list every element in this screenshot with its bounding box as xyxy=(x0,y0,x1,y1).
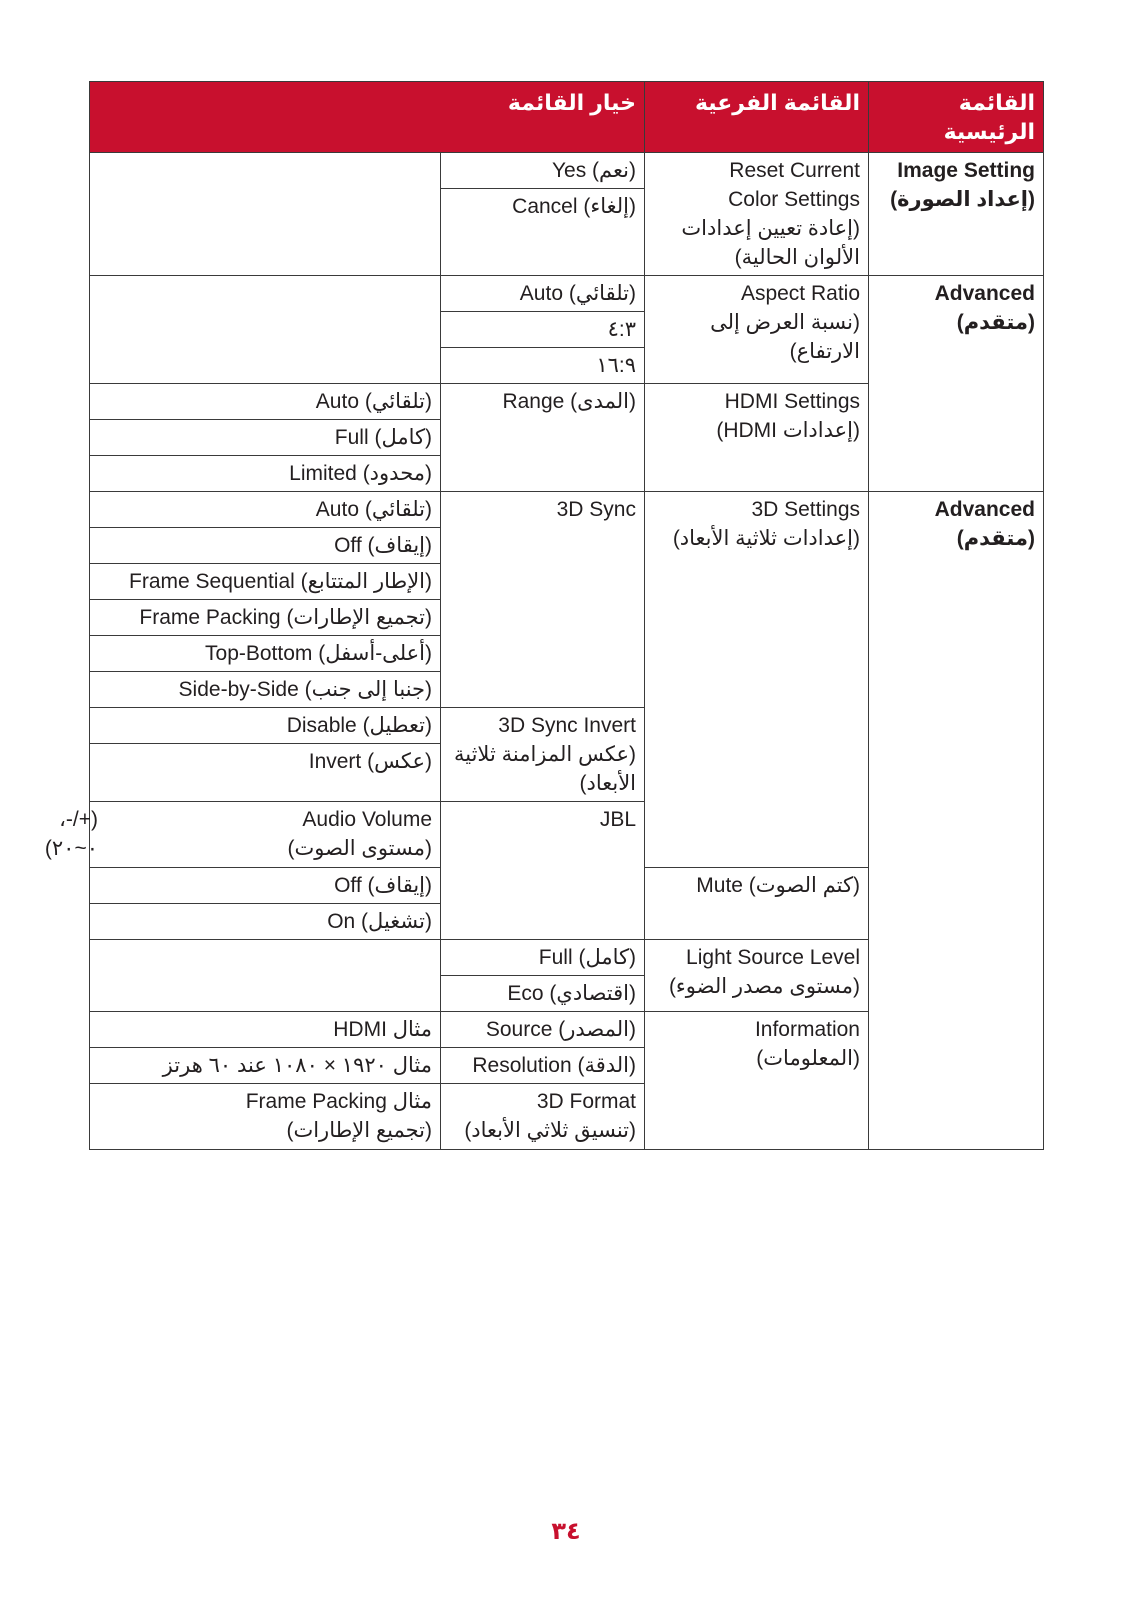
group-advanced-b: Advanced (متقدم) xyxy=(869,492,1044,1150)
value-range-full: (كامل) Full xyxy=(90,420,441,456)
option-range: (المدى) Range xyxy=(441,384,645,492)
group-image-setting: Image Setting (إعداد الصورة) xyxy=(869,153,1044,276)
table-row xyxy=(90,276,1044,312)
submenu-jbl: JBL xyxy=(441,802,645,940)
empty-cell xyxy=(90,276,441,384)
table-row xyxy=(90,153,1044,189)
option-3d-sync-invert: 3D Sync Invert (عكس المزامنة ثلاثية الأبعاد) xyxy=(441,708,645,802)
table-row xyxy=(90,492,1044,528)
option-audio-volume: Audio Volume (مستوى الصوت) xyxy=(90,802,441,868)
empty-cell xyxy=(90,153,441,276)
value-side-by-side: (جنبا إلى جنب) Side-by-Side xyxy=(90,672,441,708)
submenu-light-source: Light Source Level (مستوى مصدر الضوء) xyxy=(645,940,869,1012)
value-resolution-example: مثال ١٩٢٠ × ١٠٨٠ عند ٦٠ هرتز xyxy=(90,1048,441,1084)
option-ratio-16-9: ١٦:٩ xyxy=(441,348,645,384)
value-sync-off: (إيقاف) Off xyxy=(90,528,441,564)
submenu-3d-settings: 3D Settings (إعدادات ثلاثية الأبعاد) xyxy=(645,492,869,868)
value-frame-packing: (تجميع الإطارات) Frame Packing xyxy=(90,600,441,636)
submenu-reset-color: Reset Current Color Settings (إعادة تعيين إعدادات الألوان الحالية) xyxy=(645,153,869,276)
option-cancel: (إلغاء) Cancel xyxy=(441,189,645,276)
submenu-information: Information (المعلومات) xyxy=(645,1012,869,1150)
option-source: (المصدر) Source xyxy=(441,1012,645,1048)
value-mute-on: (تشغيل) On xyxy=(90,904,441,940)
value-disable: (تعطيل) Disable xyxy=(90,708,441,744)
submenu-hdmi-settings: HDMI Settings (إعدادات HDMI) xyxy=(645,384,869,492)
page-number: ٣٤ xyxy=(551,1518,581,1545)
option-yes: (نعم) Yes xyxy=(441,153,645,189)
option-3d-sync: 3D Sync xyxy=(441,492,645,708)
option-aspect-auto: (تلقائي) Auto xyxy=(441,276,645,312)
value-mute-off: (إيقاف) Off xyxy=(90,868,441,904)
value-range-auto: (تلقائي) Auto xyxy=(90,384,441,420)
option-light-full: (كامل) Full xyxy=(441,940,645,976)
value-top-bottom: (أعلى-أسفل) Top-Bottom xyxy=(90,636,441,672)
table-row: JBL Audio Volume (مستوى الصوت) (+/-، ٠~٢٠) xyxy=(90,802,1044,868)
header-menu-option: خيار القائمة xyxy=(90,82,645,153)
value-sync-auto: (تلقائي) Auto xyxy=(90,492,441,528)
option-resolution: (الدقة) Resolution xyxy=(441,1048,645,1084)
empty-cell xyxy=(90,940,441,1012)
value-source-example: مثال HDMI xyxy=(90,1012,441,1048)
value-frame-sequential: (الإطار المتتابع) Frame Sequential xyxy=(90,564,441,600)
value-range-limited: (محدود) Limited xyxy=(90,456,441,492)
group-advanced-a: Advanced (متقدم) xyxy=(869,276,1044,492)
header-main-menu: القائمة الرئيسية xyxy=(869,82,1044,153)
option-light-eco: (اقتصادي) Eco xyxy=(441,976,645,1012)
option-mute: (كتم الصوت) Mute xyxy=(645,868,869,940)
header-sub-menu: القائمة الفرعية xyxy=(645,82,869,153)
value-format-example: مثال Frame Packing (تجميع الإطارات) xyxy=(90,1084,441,1150)
submenu-aspect-ratio: Aspect Ratio (نسبة العرض إلى الارتفاع) xyxy=(645,276,869,384)
menu-table xyxy=(44,81,1044,1150)
option-ratio-4-3: ٤:٣ xyxy=(441,312,645,348)
table-header-row xyxy=(90,82,1044,153)
option-3d-format: 3D Format (تنسيق ثلاثي الأبعاد) xyxy=(441,1084,645,1150)
value-invert: (عكس) Invert xyxy=(90,744,441,802)
